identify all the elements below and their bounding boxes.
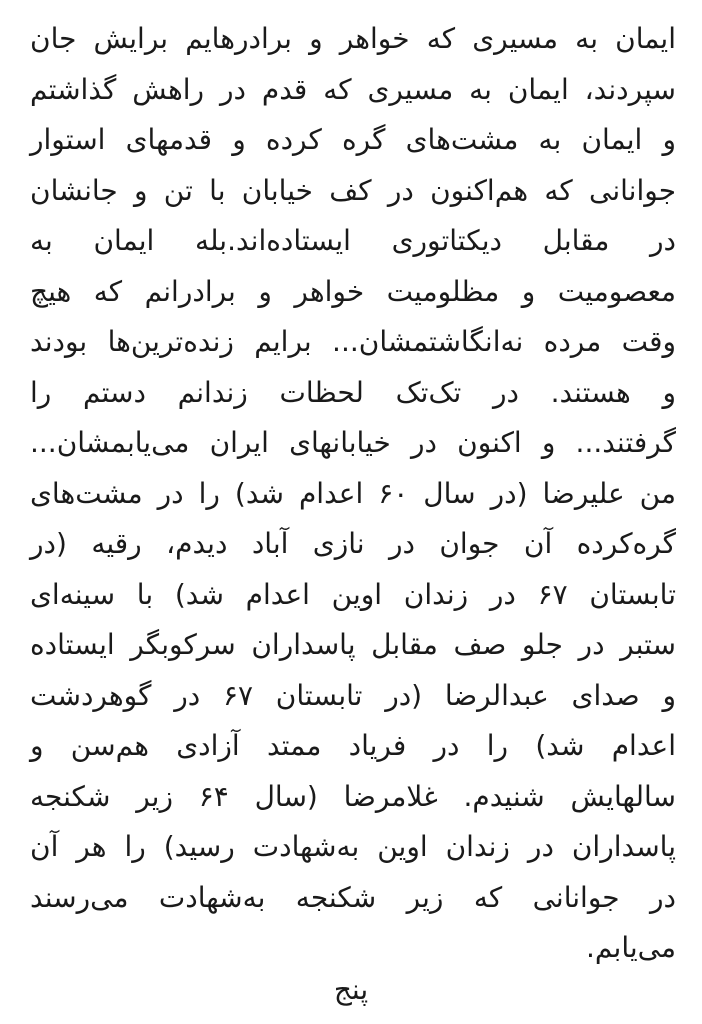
text-line: پاسداران در زندان اوین به‌شهادت رسید) را هر آن xyxy=(30,830,676,863)
text-line-last: می‌یابم. xyxy=(586,931,676,964)
text-line: و ایمان به مشت‌های گره کرده و قدمهای استوار xyxy=(30,123,676,156)
text-line: گره‌کرده آن جوان در نازی آباد دیدم، رقیه (در xyxy=(30,527,676,560)
text-line: ایمان به مسیری که خواهر و برادرهایم برایش جان xyxy=(30,22,676,55)
text-line: در مقابل دیکتاتوری ایستاده‌اند.بله ایمان به xyxy=(30,224,676,257)
text-line: من علیرضا (در سال ۶۰ اعدام شد) را در مشت‌های xyxy=(30,476,676,510)
body-paragraph xyxy=(30,14,676,974)
text-line: جوانانی که هم‌اکنون در کف خیابان با تن و جانشان xyxy=(30,173,676,207)
text-line: گرفتند... و اکنون در خیابانهای ایران می‌یابمشان... xyxy=(30,426,676,459)
page-number: پنج xyxy=(333,973,369,1006)
text-line: اعدام شد) را در فریاد ممتد آزادی هم‌سن و xyxy=(30,729,676,762)
text-line: تابستان ۶۷ در زندان اوین اعدام شد) با سینه‌ای xyxy=(30,577,676,611)
text-line: سپردند، ایمان به مسیری که قدم در راهش گذاشتم xyxy=(30,72,676,106)
text-line: در جوانانی که زیر شکنجه به‌شهادت می‌رسند xyxy=(30,880,676,914)
text-line: سالهایش شنیدم. غلامرضا (سال ۶۴ زیر شکنجه xyxy=(30,779,676,813)
text-line: و هستند. در تک‌تک لحظات زندانم دستم را xyxy=(30,375,676,409)
text-line: معصومیت و مظلومیت خواهر و برادرانم که هیچ xyxy=(30,274,676,308)
text-line: ستبر در جلو صف مقابل پاسداران سرکوبگر ایستاده xyxy=(30,628,676,661)
text-line: وقت مرده نه‌انگاشتمشان... برایم زنده‌ترین‌ها بودند xyxy=(30,325,676,358)
text-line: و صدای عبدالرضا (در تابستان ۶۷ در گوهردشت xyxy=(30,678,676,712)
